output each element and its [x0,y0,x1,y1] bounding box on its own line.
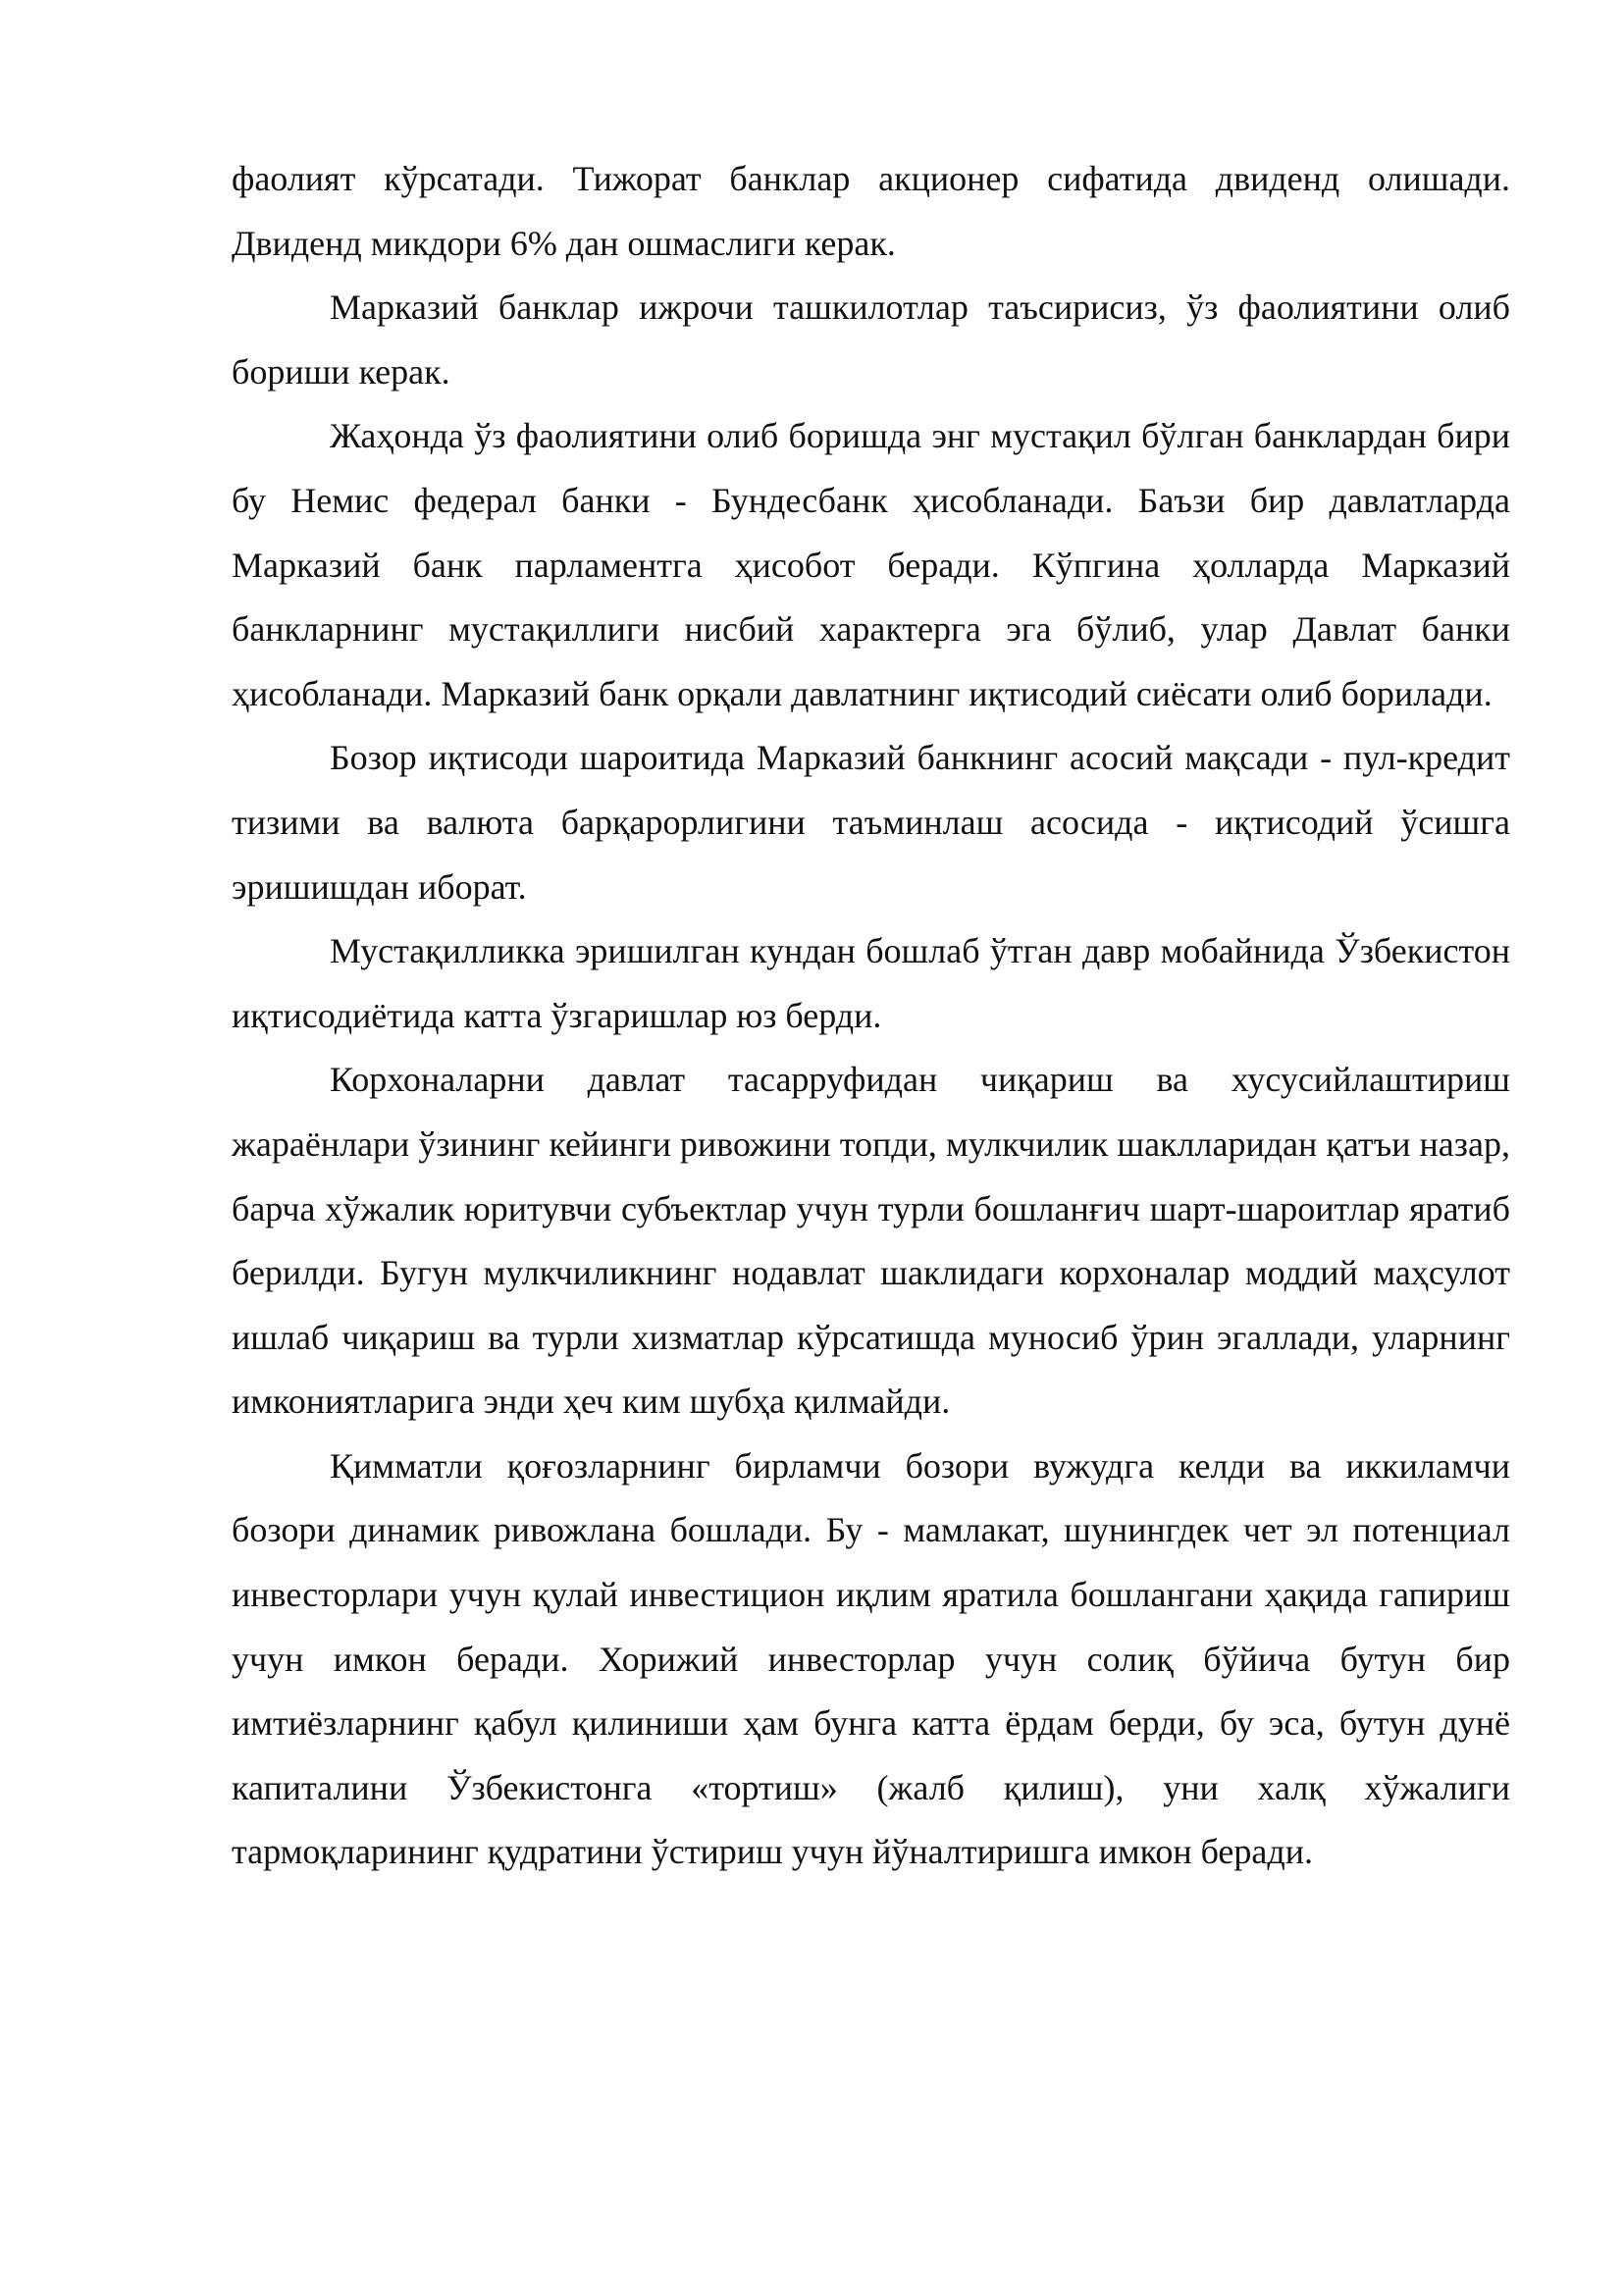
paragraph-1: фаолият кўрсатади. Тижорат банклар акционер сифатида двиденд олишади. Двиденд микдори 6% дан ошмаслиги керак. [232,159,1510,263]
paragraph-2: Марказий банклар ижрочи ташкилотлар таъсирисиз, ўз фаолиятини олиб бориши керак. [232,287,1510,391]
paragraph-4: Бозор иқтисоди шароитида Марказий банкнинг асосий мақсади - пул-кредит тизими ва валюта барқарорлигини таъминлаш асосида - иқтисодий ўсишга эришишдан иборат. [232,738,1510,907]
document-body [232,147,1510,1885]
paragraph-6: Корхоналарни давлат тасарруфидан чиқариш ва хусусийлаштириш жараёнлари ўзининг кейинги ривожини топди, мулкчилик шаклларидан қатъи назар, барча хўжалик юритувчи субъектлар учун турли бошланғич шарт-шароитлар яратиб берилди. Бугун мулкчиликнинг нодавлат шаклидаги корхоналар моддий маҳсулот ишлаб чиқариш ва турли хизматлар кўрсатишда муносиб ўрин эгаллади, уларнинг имкониятларига энди ҳеч ким шубҳа қилмайди. [232,1060,1510,1422]
paragraph-7: Қимматли қоғозларнинг бирламчи бозори вужудга келди ва иккиламчи бозори динамик ривожлана бошлади. Бу - мамлакат, шунингдек чет эл потенциал инвесторлари учун қулай инвестицион иқлим яратила бошлангани ҳақида гапириш учун имкон беради. Хорижий инвесторлар учун солиқ бўйича бутун бир имтиёзларнинг қабул қилиниши ҳам бунга катта ёрдам берди, бу эса, бутун дунё капиталини Ўзбекистонга «тортиш» (жалб қилиш), уни халқ хўжалиги тармоқларининг қудратини ўстириш учун йўналтиришга имкон беради. [232,1445,1510,1872]
paragraph-3: Жаҳонда ўз фаолиятини олиб боришда энг мустақил бўлган банклардан бири бу Немис федерал банки - Бундесбанк ҳисобланади. Баъзи бир давлатларда Марказий банк парламентга ҳисобот беради. Кўпгина ҳолларда Марказий банкларнинг мустақиллиги нисбий характерга эга бўлиб, улар Давлат банки ҳисобланади. Марказий банк орқали давлатнинг иқтисодий сиёсати олиб борилади. [232,416,1510,713]
paragraph-5: Мустақилликка эришилган кундан бошлаб ўтган давр мобайнида Ўзбекистон иқтисодиётида катта ўзгаришлар юз берди. [232,931,1510,1035]
